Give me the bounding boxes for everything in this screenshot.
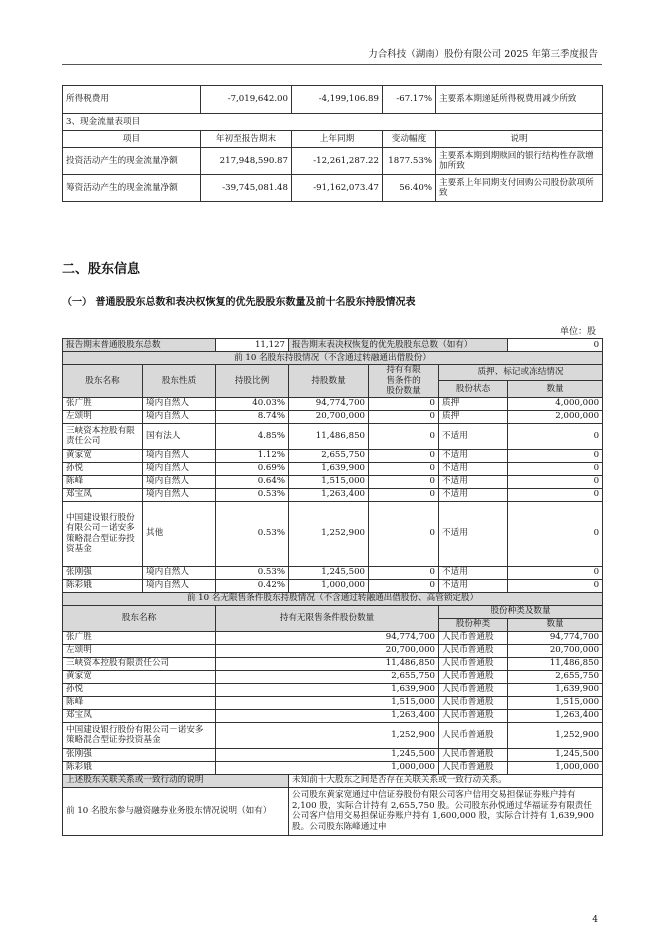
shareholder-restricted: 0 [369,566,439,579]
table-row [63,722,603,748]
u-name: 张广胜 [63,631,216,644]
tax-change: -67.17% [383,86,436,114]
unit-label: 单位：股 [559,327,596,337]
table-row [63,566,603,579]
shareholder-status: 不适用 [439,475,508,488]
header-status: 股份状态 [439,381,508,397]
shareholder-status: 不适用 [439,501,508,566]
u-num: 20,700,000 [508,644,603,657]
shareholder-nature: 境内自然人 [143,449,216,462]
u-kind: 人民币普通股 [439,748,508,761]
table-row [63,475,603,488]
shareholder-num: 0 [508,423,603,449]
shareholder-qty: 1,639,900 [289,462,369,475]
header-pledge: 质押、标记或冻结情况 [439,365,603,381]
shareholder-name: 张刚强 [63,566,143,579]
shareholder-restricted: 0 [369,397,439,410]
header-restricted: 持有有限售条件的股份数量 [369,365,439,398]
relation-row [63,774,603,787]
shareholder-status: 不适用 [439,579,508,592]
shareholder-ratio: 4.85% [216,423,289,449]
cash-header-previous: 上年同期 [292,131,383,148]
u-name: 陈彩娥 [63,761,216,774]
shareholder-qty: 11,486,850 [289,423,369,449]
u-num: 2,655,750 [508,670,603,683]
u-qty: 2,655,750 [216,670,439,683]
cash-header-current: 年初至报告期末 [201,131,292,148]
u-qty: 1,515,000 [216,696,439,709]
shareholder-num: 2,000,000 [508,410,603,423]
table-row [63,423,603,449]
relation-value: 未知前十大股东之间是否存在关联关系或一致行动关系。 [289,774,603,787]
shareholder-status: 不适用 [439,566,508,579]
table-row [63,683,603,696]
header-num: 数量 [508,381,603,397]
u-num: 1,252,900 [508,722,603,748]
u-kind: 人民币普通股 [439,709,508,722]
u-qty: 11,486,850 [216,657,439,670]
shareholder-qty: 2,655,750 [289,449,369,462]
shareholder-num: 0 [508,501,603,566]
table-row [63,709,603,722]
shareholder-ratio: 0.64% [216,475,289,488]
shareholder-nature: 境内自然人 [143,475,216,488]
u-num: 1,000,000 [508,761,603,774]
shareholder-status: 不适用 [439,423,508,449]
shareholder-name: 三峡资本控股有限责任公司 [63,423,143,449]
u-num: 94,774,700 [508,631,603,644]
table-row [63,462,603,475]
shareholder-ratio: 0.53% [216,566,289,579]
shareholder-num: 0 [508,488,603,501]
u-qty: 1,252,900 [216,722,439,748]
margin-value: 公司股东黄家宽通过中信证券股份有限公司客户信用交易担保证券账户持有 2,100 股，实际合计持有 2,655,750 股。公司股东孙悦通过华福证券有限责任公司客户信用交易担保证券账户持有 1,600,000 股，实际合计持有 1,639,900 股。公司股东陈峰通过申 [289,787,603,835]
tax-item: 所得税费用 [63,86,201,114]
shareholder-status: 不适用 [439,449,508,462]
cash-header-change: 变动幅度 [383,131,436,148]
shareholder-status: 不适用 [439,462,508,475]
shareholder-num: 0 [508,579,603,592]
u-kind: 人民币普通股 [439,631,508,644]
shareholder-qty: 1,000,000 [289,579,369,592]
shareholder-qty: 20,700,000 [289,410,369,423]
shareholder-num: 0 [508,475,603,488]
total-row [63,339,603,352]
pref-value: 0 [508,339,603,352]
cash-previous: -91,162,073.47 [292,175,383,202]
shareholder-name: 陈彩娥 [63,579,143,592]
shareholder-restricted: 0 [369,462,439,475]
shareholder-nature: 境内自然人 [143,410,216,423]
header-row [63,365,603,381]
page-number: 4 [592,915,598,925]
header-ratio: 持股比例 [216,365,289,398]
shareholder-nature: 境内自然人 [143,397,216,410]
shareholder-ratio: 40.03% [216,397,289,410]
table-row [63,501,603,566]
u-qty: 1,639,900 [216,683,439,696]
shareholder-num: 4,000,000 [508,397,603,410]
u-qty: 94,774,700 [216,631,439,644]
shareholder-status: 质押 [439,397,508,410]
subsection-title: （一） 普通股股东总数和表决权恢复的优先股股东数量及前十名股东持股情况表 [62,297,416,308]
margin-label: 前 10 名股东参与融资融券业务股东情况说明（如有） [63,787,289,835]
u-num: 1,515,000 [508,696,603,709]
cash-change: 1877.53% [383,148,436,175]
u-qty: 1,263,400 [216,709,439,722]
shareholder-restricted: 0 [369,579,439,592]
u-kind: 人民币普通股 [439,761,508,774]
shareholder-restricted: 0 [369,501,439,566]
u-name: 张刚强 [63,748,216,761]
u-kind: 人民币普通股 [439,722,508,748]
shareholder-restricted: 0 [369,410,439,423]
shareholder-ratio: 8.74% [216,410,289,423]
u-num: 1,639,900 [508,683,603,696]
table-row [63,449,603,462]
shareholder-ratio: 0.69% [216,462,289,475]
table-row [63,696,603,709]
table-row [63,579,603,592]
top10-title: 前 10 名股东持股情况（不含通过转融通出借股份） [63,352,603,365]
header-rule [62,64,602,65]
shareholder-ratio: 0.42% [216,579,289,592]
tax-note: 主要系本期递延所得税费用减少所致 [436,86,603,114]
shareholder-nature: 国有法人 [143,423,216,449]
u-kind: 人民币普通股 [439,657,508,670]
table-row [63,631,603,644]
u-name: 黄家宽 [63,670,216,683]
shareholder-qty: 1,515,000 [289,475,369,488]
table-row [63,488,603,501]
table-row [63,748,603,761]
u-name: 中国建设银行股份有限公司－诺安多策略混合型证券投资基金 [63,722,216,748]
shareholder-nature: 境内自然人 [143,566,216,579]
cash-header-item: 项目 [63,131,201,148]
shareholder-restricted: 0 [369,423,439,449]
u-header-name: 股东名称 [63,605,216,631]
shareholder-restricted: 0 [369,488,439,501]
u-num: 1,245,500 [508,748,603,761]
u-name: 左颂明 [63,644,216,657]
table-row [63,175,603,202]
u-name: 陈峰 [63,696,216,709]
tax-row [63,86,603,114]
shareholder-nature: 境内自然人 [143,488,216,501]
cash-header-note: 说明 [436,131,603,148]
table-row [63,397,603,410]
u-name: 孙悦 [63,683,216,696]
header-qty: 持股数量 [289,365,369,398]
table-row [63,148,603,175]
cash-section-title: 3、现金流量表项目 [63,114,603,131]
u-kind: 人民币普通股 [439,670,508,683]
shareholder-ratio: 1.12% [216,449,289,462]
shareholder-restricted: 0 [369,475,439,488]
u-kind: 人民币普通股 [439,644,508,657]
u-header-kind-group: 股份种类及数量 [439,605,603,618]
u-num: 1,263,400 [508,709,603,722]
u-header-qty: 持有无限售条件股份数量 [216,605,439,631]
cash-previous: -12,261,287.22 [292,148,383,175]
u-header-kind: 股份种类 [439,618,508,631]
u-name: 三峡资本控股有限责任公司 [63,657,216,670]
relation-label: 上述股东关联关系或一致行动的说明 [63,774,289,787]
shareholder-ratio: 0.53% [216,501,289,566]
shareholder-name: 黄家宽 [63,449,143,462]
shareholder-qty: 94,774,700 [289,397,369,410]
u-kind: 人民币普通股 [439,696,508,709]
u-header-row [63,605,603,618]
total-label: 报告期末普通股股东总数 [63,339,216,352]
financial-change-table [62,85,603,202]
tax-previous: -4,199,106.89 [292,86,383,114]
shareholder-num: 0 [508,566,603,579]
u-name: 郑宝凤 [63,709,216,722]
section-title: 二、股东信息 [62,262,141,277]
u-num: 11,486,850 [508,657,603,670]
shareholder-name: 孙悦 [63,462,143,475]
u-kind: 人民币普通股 [439,683,508,696]
u-header-num: 数量 [508,618,603,631]
cash-header-row [63,131,603,148]
table-row [63,644,603,657]
shareholder-qty: 1,245,500 [289,566,369,579]
table-row [63,670,603,683]
shareholder-name: 郑宝凤 [63,488,143,501]
shareholder-name: 陈峰 [63,475,143,488]
shareholder-name: 中国建设银行股份有限公司－诺安多策略混合型证券投资基金 [63,501,143,566]
u-qty: 20,700,000 [216,644,439,657]
shareholder-ratio: 0.53% [216,488,289,501]
tax-current: -7,019,642.00 [201,86,292,114]
total-value: 11,127 [216,339,289,352]
unrestricted-title: 前 10 名无限售条件股东持股情况（不含通过转融通出借股份、高管锁定股） [63,592,603,605]
cash-item: 筹资活动产生的现金流量净额 [63,175,201,202]
shareholder-restricted: 0 [369,449,439,462]
shareholder-table [62,338,603,836]
shareholder-qty: 1,252,900 [289,501,369,566]
table-row [63,410,603,423]
u-qty: 1,245,500 [216,748,439,761]
cash-item: 投资活动产生的现金流量净额 [63,148,201,175]
header-nature: 股东性质 [143,365,216,398]
shareholder-status: 不适用 [439,488,508,501]
shareholder-num: 0 [508,449,603,462]
table-row [63,761,603,774]
u-qty: 1,000,000 [216,761,439,774]
cash-current: -39,745,081.48 [201,175,292,202]
table-row [63,657,603,670]
cash-note: 主要系本期到期赎回的银行结构性存款增加所致 [436,148,603,175]
shareholder-nature: 境内自然人 [143,462,216,475]
cash-note: 主要系上年同期支付回购公司股份款项所致 [436,175,603,202]
shareholder-name: 张广胜 [63,397,143,410]
header-name: 股东名称 [63,365,143,398]
shareholder-qty: 1,263,400 [289,488,369,501]
shareholder-num: 0 [508,462,603,475]
pref-label: 报告期末表决权恢复的优先股股东总数（如有） [289,339,508,352]
shareholder-nature: 境内自然人 [143,579,216,592]
shareholder-nature: 其他 [143,501,216,566]
page-header: 力合科技（湖南）股份有限公司 2025 年第三季度报告 [368,49,598,60]
shareholder-name: 左颂明 [63,410,143,423]
shareholder-status: 质押 [439,410,508,423]
cash-current: 217,948,590.87 [201,148,292,175]
margin-row [63,787,603,835]
cash-change: 56.40% [383,175,436,202]
